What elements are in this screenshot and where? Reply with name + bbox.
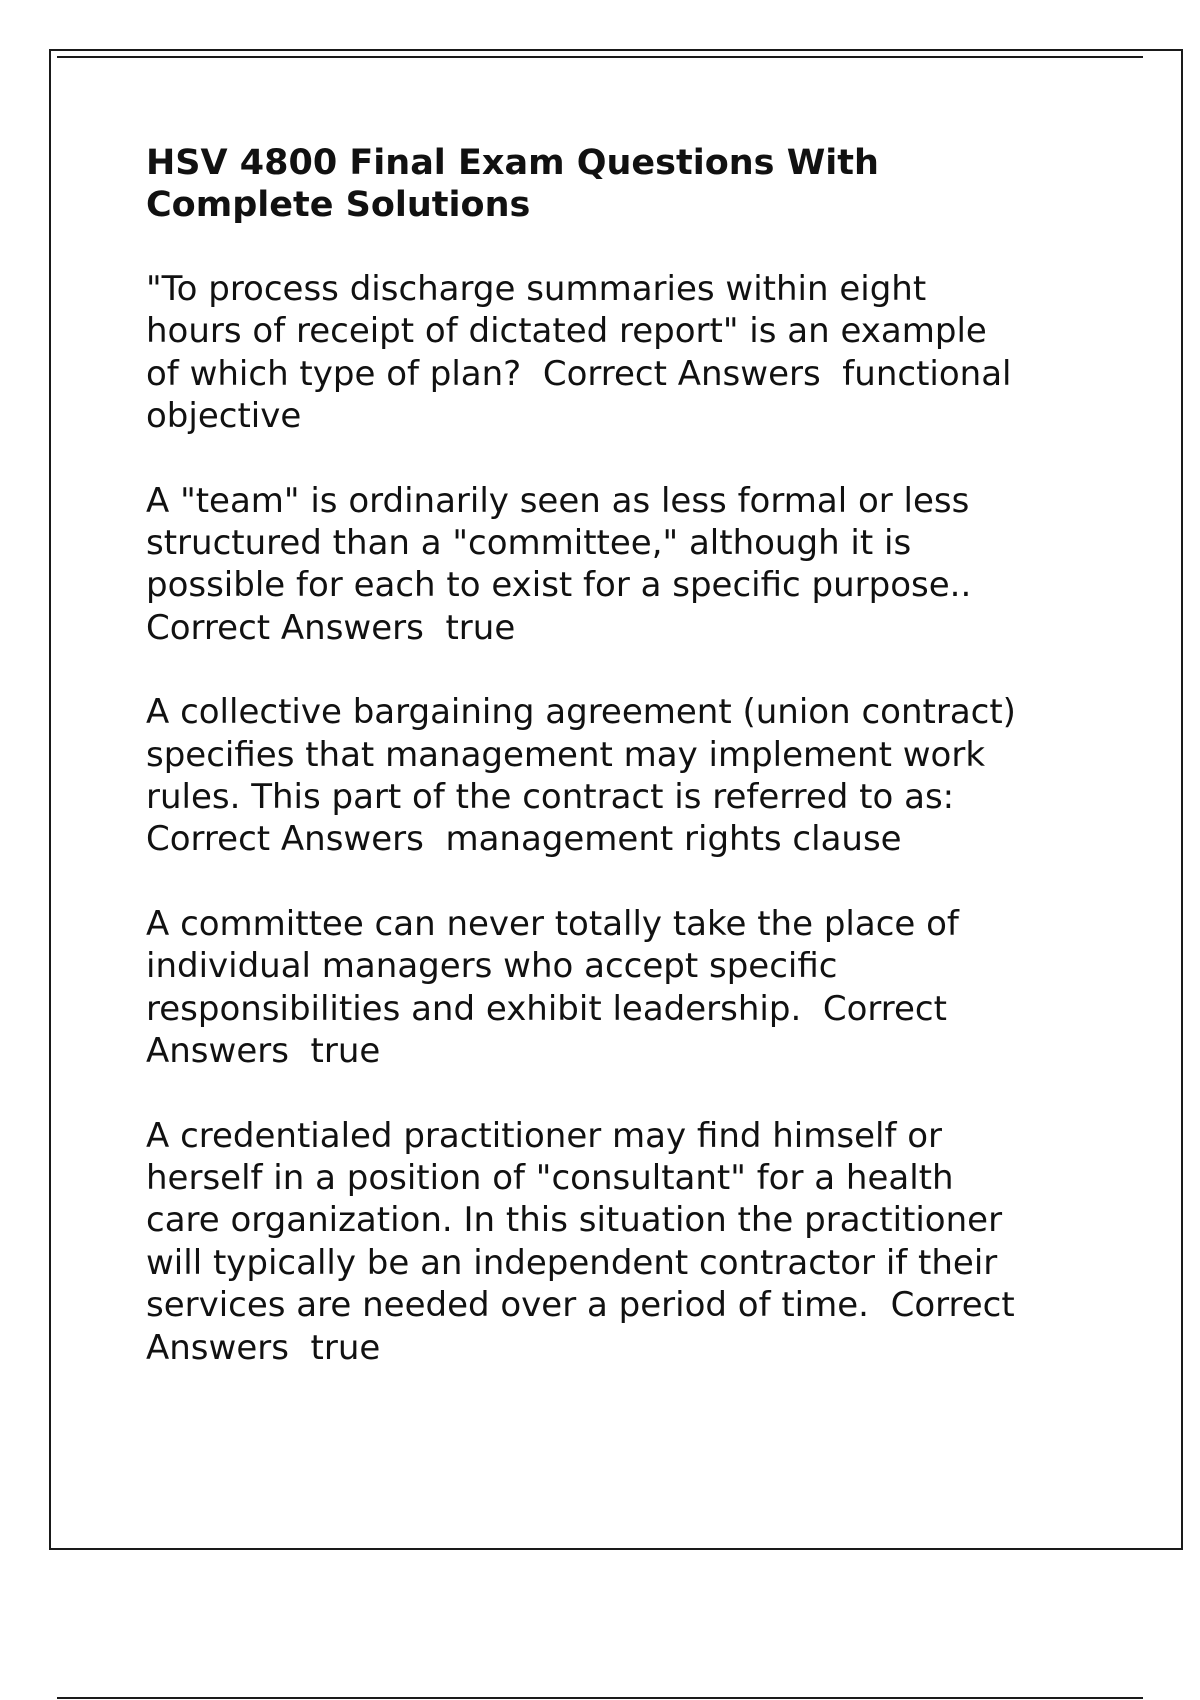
question-answer-1: "To process discharge summaries within eight hours of receipt of dictated report" is an example of which type of plan? Correct Answers functional objective bbox=[146, 269, 1012, 437]
question-answer-3: A collective bargaining agreement (union contract) specifies that management may implement work rules. This part of the contract is referred to as: Correct Answers management rights clause bbox=[146, 692, 1016, 860]
document-title: HSV 4800 Final Exam Questions With Complete Solutions bbox=[146, 143, 879, 225]
question-answer-4: A committee can never totally take the place of individual managers who accept specific responsibilities and exhibit leadership. Correct Answers true bbox=[146, 903, 959, 1072]
question-answer-2: A "team" is ordinarily seen as less formal or less structured than a "committee," although it is possible for each to exist for a specific purpose.. Correct Answers true bbox=[146, 480, 972, 648]
question-answer-5: A credentialed practitioner may find himself or herself in a position of "consultant" for a health care organization. In this situation the practitioner will typically be an independent contractor if their services are needed over a period of time. Correct Answers true bbox=[146, 1115, 1015, 1368]
footer-rule bbox=[57, 1697, 1143, 1699]
document-body bbox=[146, 142, 1086, 1411]
header-rule bbox=[57, 56, 1143, 58]
